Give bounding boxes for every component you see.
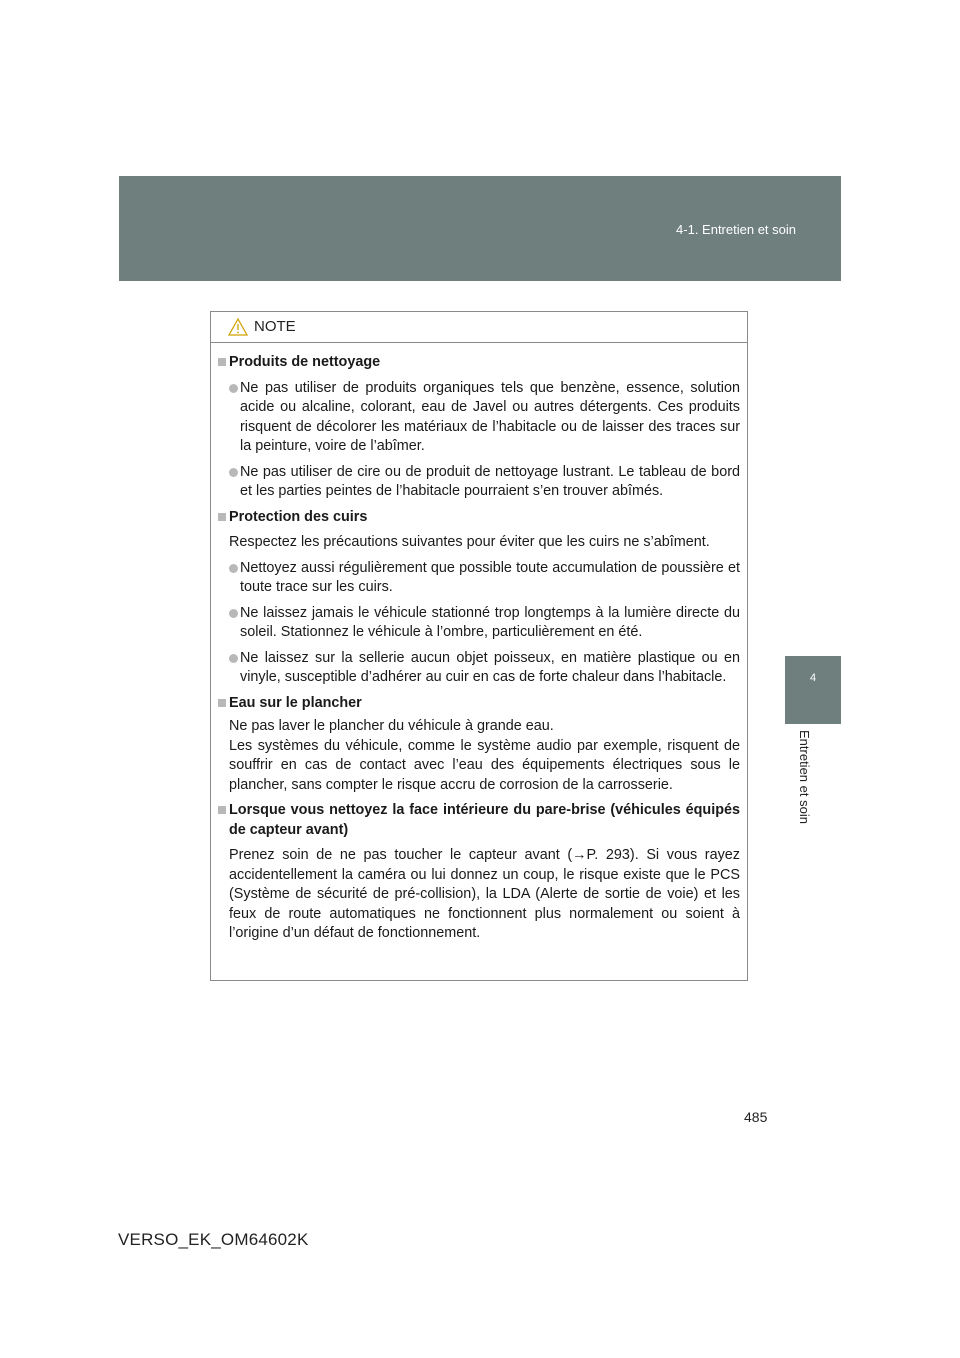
section-leather-protection	[218, 508, 740, 688]
square-bullet-icon	[218, 699, 226, 707]
header-band	[119, 176, 841, 281]
chapter-tab[interactable]	[785, 656, 841, 724]
round-bullet-icon	[229, 609, 238, 618]
round-bullet-icon	[229, 384, 238, 393]
list-item: Ne pas utiliser de cire ou de produit de nettoyage lustrant. Le tableau de bord et les parties peintes de l’habitacle pourraient s’en trouver abîmés.	[229, 463, 740, 502]
note-header	[211, 312, 747, 343]
chapter-title-vertical	[787, 730, 837, 880]
round-bullet-icon	[229, 564, 238, 573]
round-bullet-icon	[229, 468, 238, 477]
section-water-floor	[218, 694, 740, 796]
square-bullet-icon	[218, 806, 226, 814]
section-heading: Lorsque vous nettoyez la face intérieure du pare-brise (véhicules équipés de capteur avant)	[218, 801, 740, 840]
round-bullet-icon	[229, 654, 238, 663]
section-paragraph: Ne pas laver le plancher du véhicule à grande eau.	[229, 718, 554, 734]
section-intro: Respectez les précautions suivantes pour éviter que les cuirs ne s’abîment.	[229, 534, 710, 550]
section-cleaning-products	[218, 353, 740, 502]
section-heading: Protection des cuirs	[218, 508, 740, 528]
chapter-number: 4	[809, 672, 817, 684]
chapter-title: Entretien et soin	[797, 730, 812, 824]
note-box	[210, 311, 748, 981]
square-bullet-icon	[218, 358, 226, 366]
document-code: VERSO_EK_OM64602K	[118, 1230, 309, 1249]
list-item: Ne pas utiliser de produits organiques tels que benzène, essence, solution acide ou alcaline, colorant, eau de Javel ou autres détergents. Ces produits risquent de décolorer les matériaux de l’habitacle ou de laisser des traces sur la peinture, voire de l’abîmer.	[229, 379, 740, 457]
section-label: 4-1. Entretien et soin	[676, 222, 796, 237]
page-number: 485	[744, 1109, 768, 1125]
section-heading: Eau sur le plancher	[218, 694, 740, 714]
section-heading: Produits de nettoyage	[218, 353, 740, 373]
section-paragraph: Les systèmes du véhicule, comme le système audio par exemple, risquent de souffrir en cas de contact avec l’eau des équipements électriques sous le plancher, sans compter le risque accru de corrosion de la carrosserie.	[229, 737, 740, 793]
list-item: Ne laissez jamais le véhicule stationné trop longtemps à la lumière directe du soleil. Stationnez le véhicule à l’ombre, particulièrement en été.	[229, 604, 740, 643]
section-paragraph: Prenez soin de ne pas toucher le capteur avant (→P. 293). Si vous rayez accidentellement la caméra ou lui donnez un coup, le risque existe que le PCS (Système de sécurité de pré-collision), la LDA (Alerte de sortie de voie) et les feux de route automatiques ne fonctionnent plus normalement ou soient à l’origine d’un défaut de fonctionnement.	[229, 847, 740, 941]
warning-triangle-icon	[228, 318, 248, 336]
square-bullet-icon	[218, 513, 226, 521]
list-item: Ne laissez sur la sellerie aucun objet poisseux, en matière plastique ou en vinyle, susceptible d’adhérer au cuir en cas de forte chaleur dans l’habitacle.	[229, 649, 740, 688]
note-body	[211, 343, 747, 944]
section-windshield	[218, 801, 740, 944]
note-title: NOTE	[254, 318, 296, 335]
list-item: Nettoyez aussi régulièrement que possible toute accumulation de poussière et toute trace sur les cuirs.	[229, 559, 740, 598]
